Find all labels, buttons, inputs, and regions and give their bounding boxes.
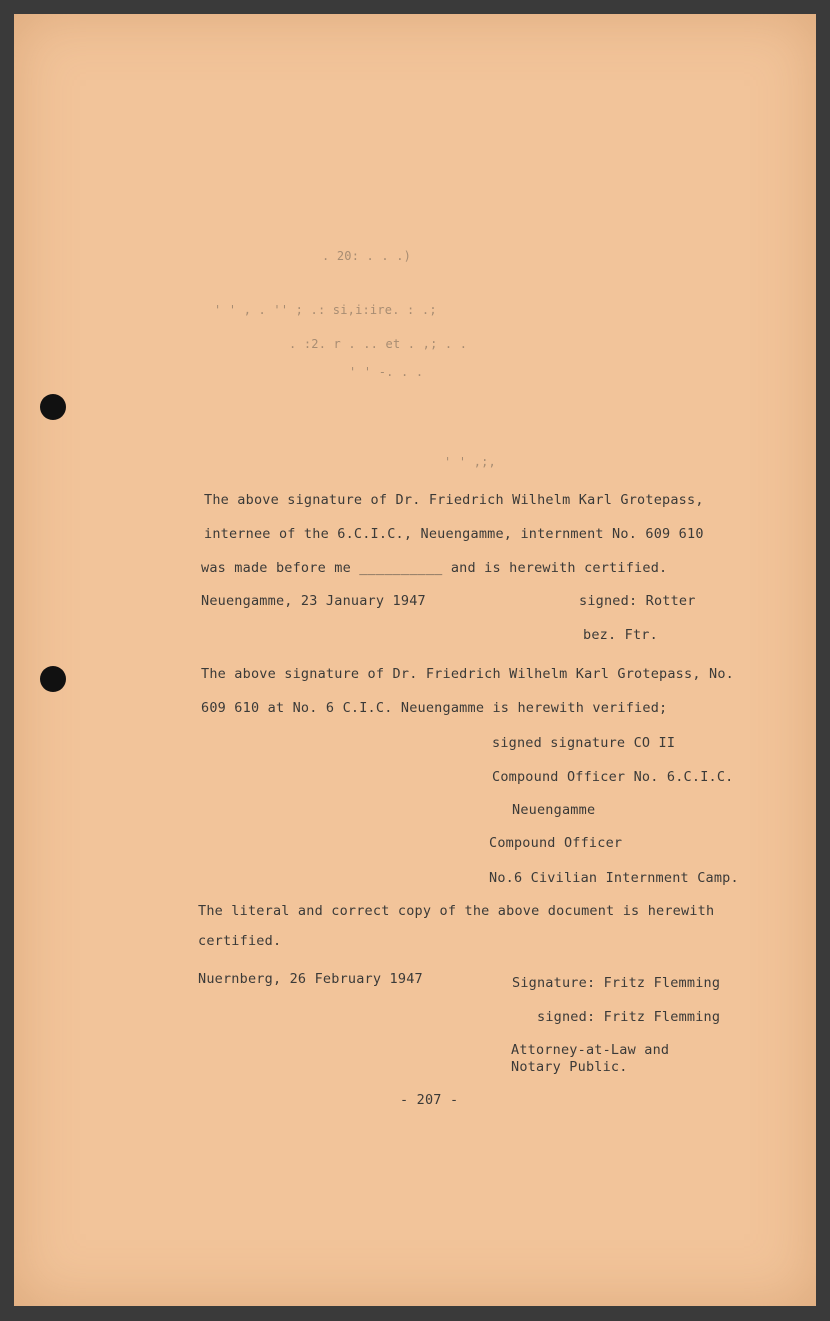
verification-signature: signed signature CO II — [492, 735, 676, 751]
copy-signed: signed: Fritz Flemming — [537, 1009, 721, 1025]
verification-signature: No.6 Civilian Internment Camp. — [489, 870, 739, 886]
verification-line: The above signature of Dr. Friedrich Wilhelm Karl Grotepass, No. — [201, 666, 734, 682]
verification-line: 609 610 at No. 6 C.I.C. Neuengamme is herewith verified; — [201, 700, 668, 716]
verification-signature: Compound Officer — [489, 835, 623, 851]
certification-line: internee of the 6.C.I.C., Neuengamme, internment No. 609 610 — [204, 526, 704, 542]
punch-hole-top — [40, 394, 66, 420]
certification-line: was made before me __________ and is herewith certified. — [201, 560, 668, 576]
certification-bez: bez. Ftr. — [583, 627, 658, 643]
verification-signature: Neuengamme — [512, 802, 596, 818]
faded-header-line: ' ' , . '' ; .: si,i:ire. : .; — [214, 303, 437, 317]
certification-place-date: Neuengamme, 23 January 1947 — [201, 593, 426, 609]
faded-header-line: . :2. r . .. et . ,; . . — [289, 337, 468, 351]
punch-hole-bottom — [40, 666, 66, 692]
copy-place-date: Nuernberg, 26 February 1947 — [198, 971, 423, 987]
faded-header-line: ' ' ,;, — [444, 455, 496, 469]
page-number: - 207 - — [400, 1092, 459, 1108]
faded-header-line: ' ' -. . . — [349, 365, 424, 379]
document-page — [14, 14, 816, 1306]
faded-header-line: . 20: . . .) — [322, 249, 412, 263]
copy-certification-line: The literal and correct copy of the above document is herewith — [198, 903, 715, 919]
verification-signature: Compound Officer No. 6.C.I.C. — [492, 769, 734, 785]
notary-title: Notary Public. — [511, 1059, 628, 1075]
certification-line: The above signature of Dr. Friedrich Wilhelm Karl Grotepass, — [204, 492, 704, 508]
copy-signature: Signature: Fritz Flemming — [512, 975, 721, 991]
copy-certification-line: certified. — [198, 933, 282, 949]
notary-title: Attorney-at-Law and — [511, 1042, 670, 1058]
certification-signed: signed: Rotter — [579, 593, 696, 609]
